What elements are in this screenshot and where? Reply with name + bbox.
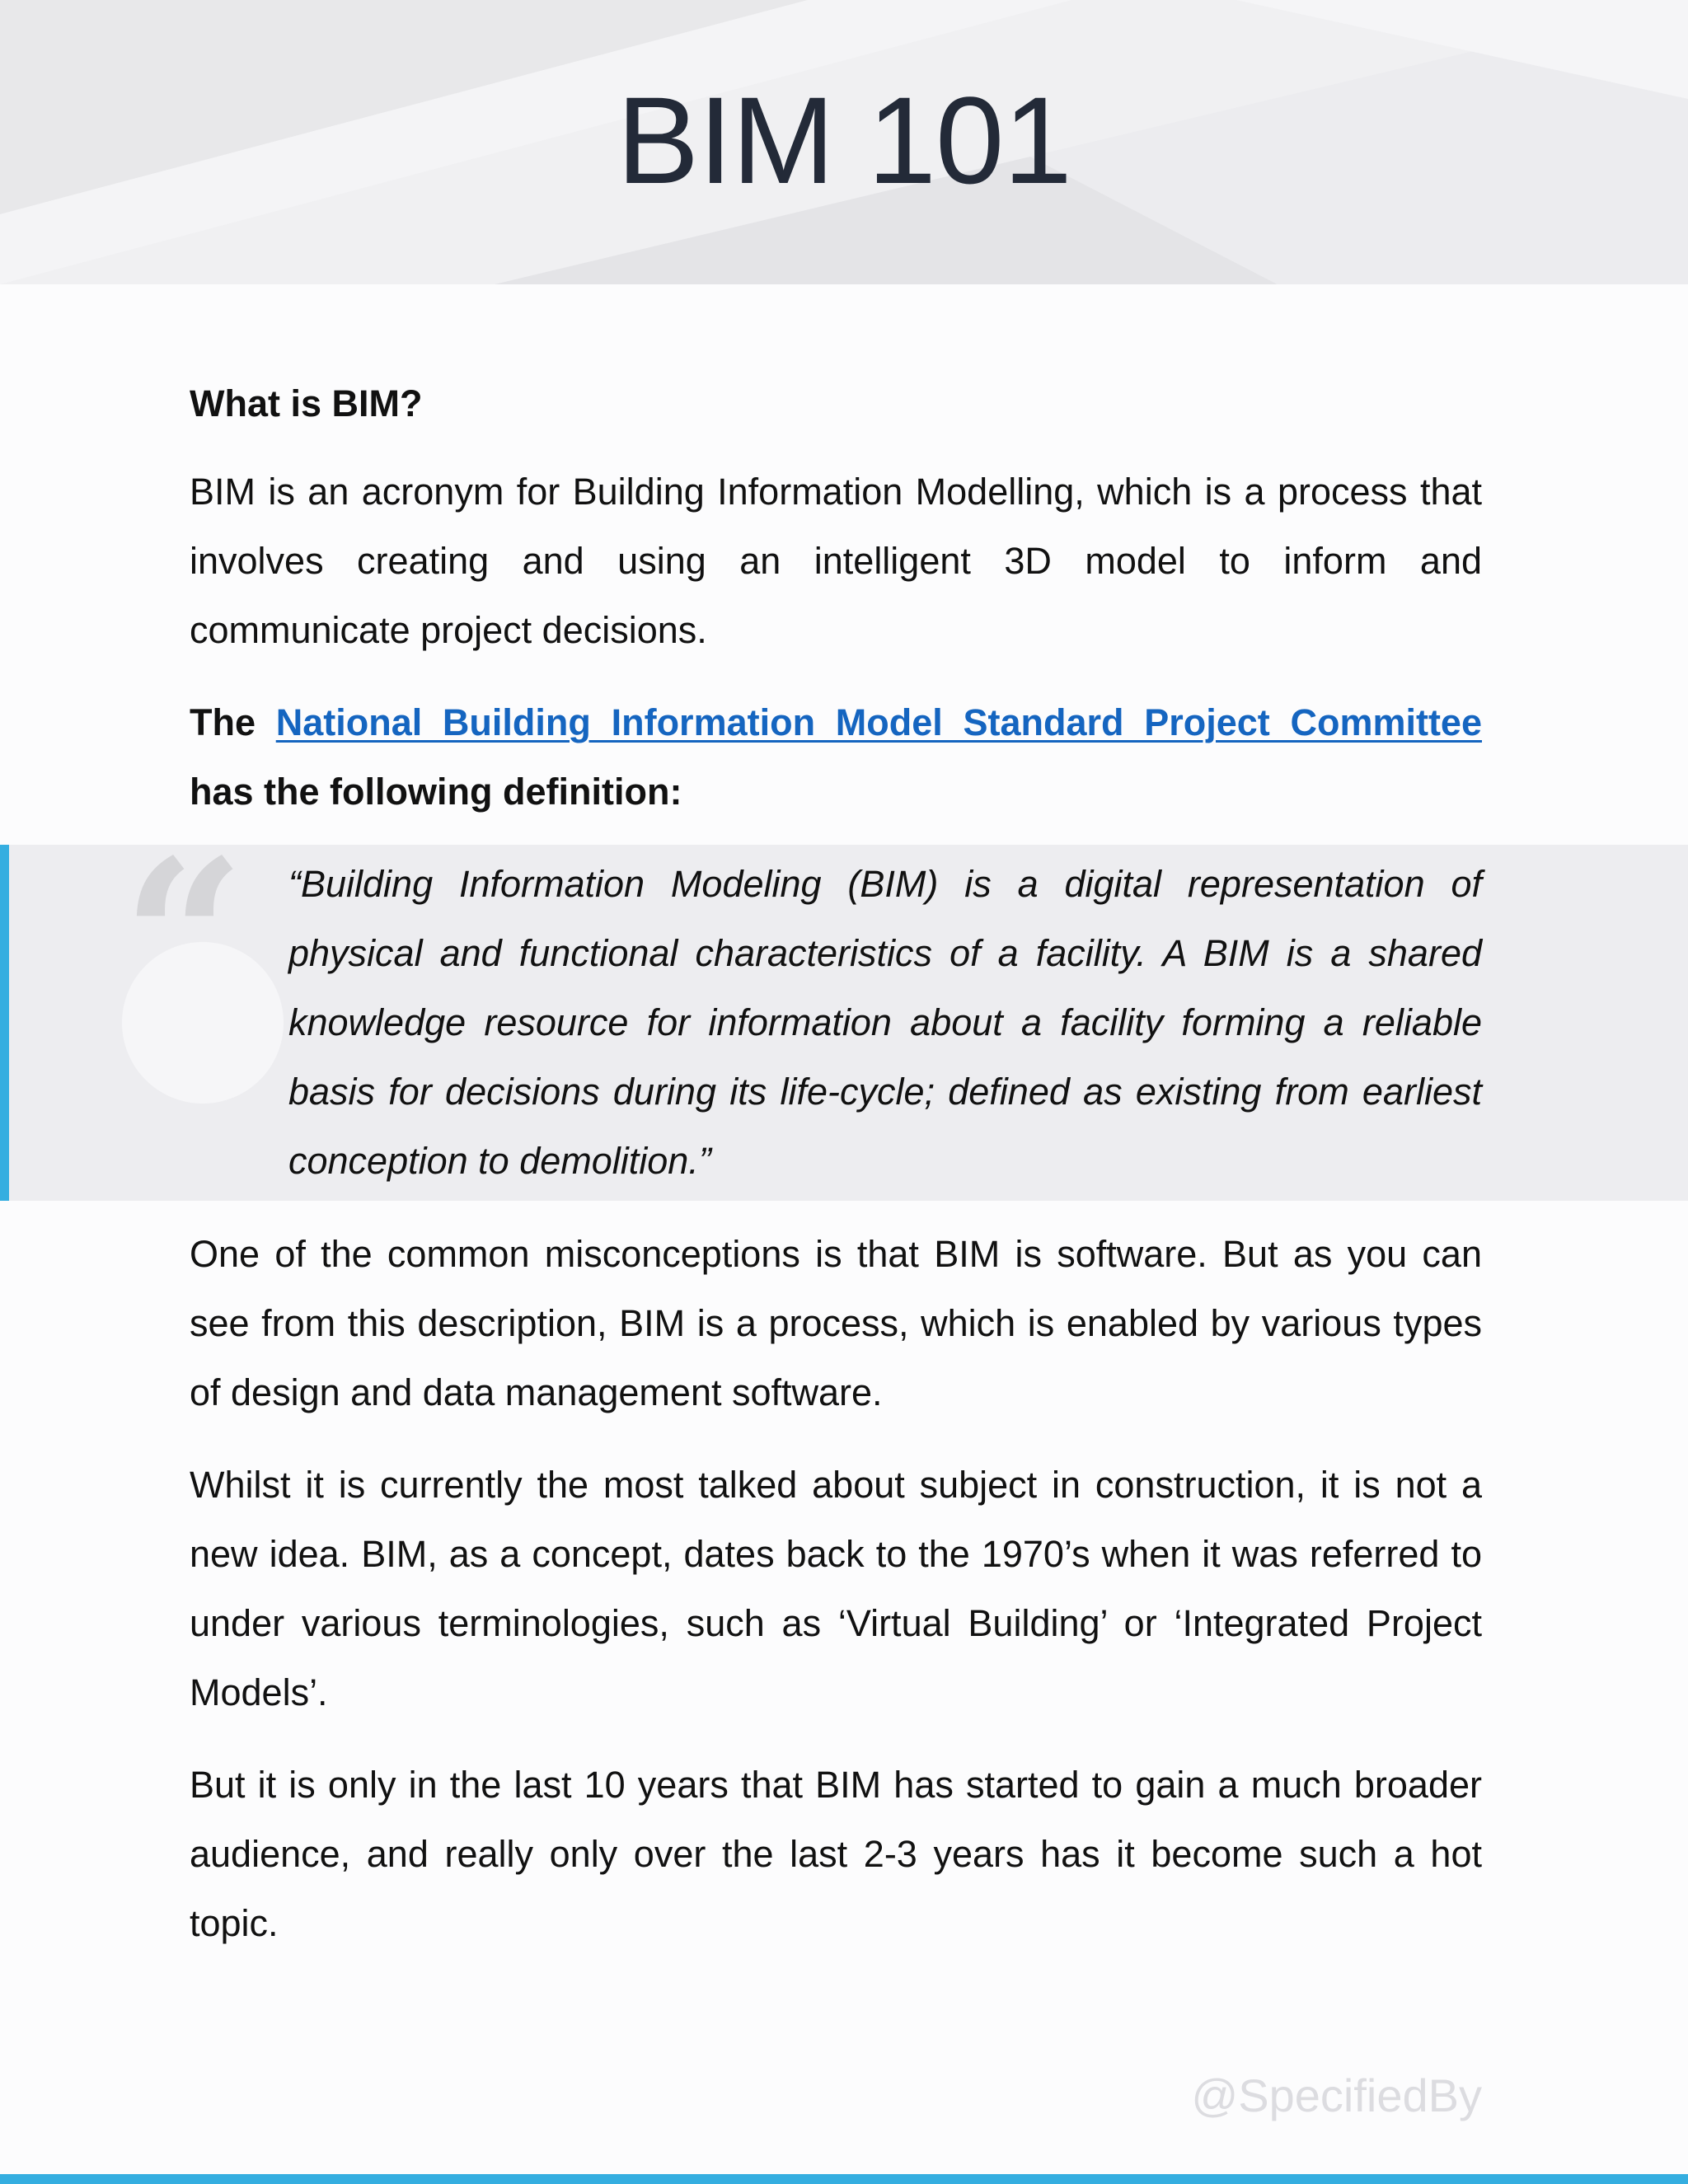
paragraph-recent: But it is only in the last 10 years that BIM has started to gain a much broader audience, and really only over the last 2-3 years has it become such a hot topic. [190, 1764, 1482, 1944]
paragraph-misconception: One of the common misconceptions is that BIM is software. But as you can see from this description, BIM is a process, which is enabled by various types of design and data management software. [190, 1233, 1482, 1413]
nbims-committee-link[interactable]: National Building Information Model Standard Project Committee [275, 701, 1482, 743]
intro-paragraph: BIM is an acronym for Building Information Modelling, which is a process that involves creating and using an intelligent 3D model to inform and communicate project decisions. [190, 471, 1482, 651]
paragraph-history: Whilst it is currently the most talked about subject in construction, it is not a new idea. BIM, as a concept, dates back to the 1970’s when it was referred to under various terminologies, such as ‘Virtual Building’ or ‘Integrated Project Models’. [190, 1464, 1482, 1713]
paragraph-block-2 [190, 1451, 1482, 1727]
definition-quote: “Building Information Modeling (BIM) is a digital representation of physical and functional characteristics of a facility. A BIM is a shared knowledge resource for information about a facility forming a reliable basis for decisions during its life-cycle; defined as existing from earliest conception to demolition.” [288, 863, 1482, 1182]
section-heading-block [190, 369, 1482, 438]
paragraph-block-3 [190, 1750, 1482, 1958]
definition-suffix: has the following definition: [190, 771, 682, 813]
definition-prefix: The [190, 701, 256, 743]
quotation-mark-icon: “ [122, 813, 246, 1065]
watermark: @SpecifiedBy [1191, 2069, 1482, 2121]
footer-accent-bar [0, 2174, 1688, 2184]
definition-intro [190, 688, 1482, 827]
paragraph-block-1 [190, 1220, 1482, 1427]
section-heading: What is BIM? [190, 382, 423, 424]
page-title: BIM 101 [617, 71, 1071, 209]
definition-intro-block [190, 688, 1482, 827]
quote-accent-bar [0, 845, 9, 1201]
header-banner [0, 0, 1688, 284]
intro-block [190, 457, 1482, 665]
